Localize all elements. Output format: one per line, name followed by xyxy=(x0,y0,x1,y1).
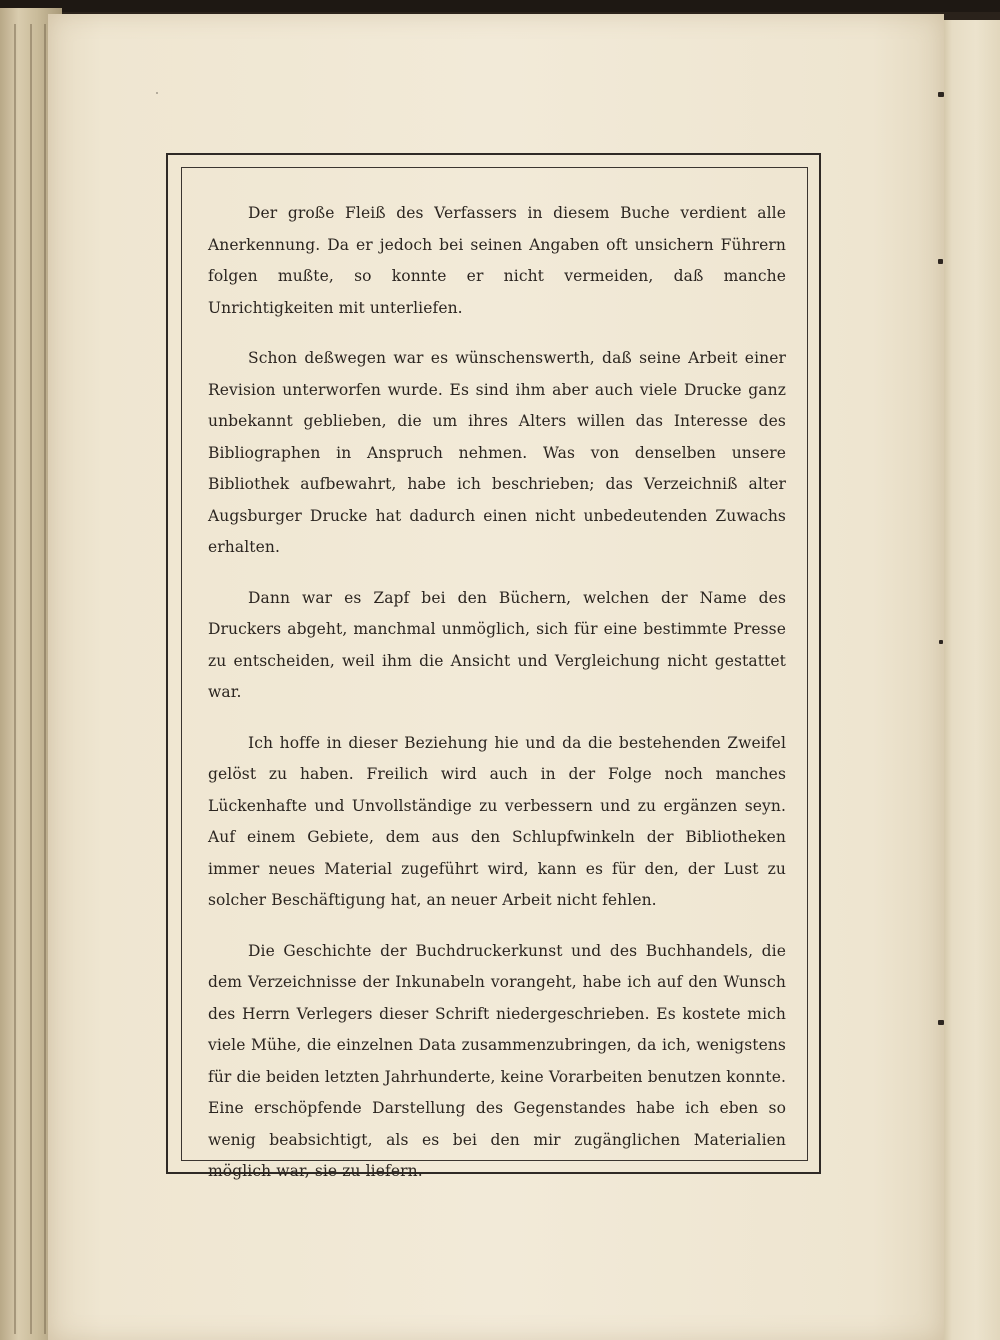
backdrop xyxy=(0,0,1000,12)
paper-speck xyxy=(156,92,158,94)
paragraph: Der große Fleiß des Verfassers in diesem Buche verdient alle Anerkennung. Da er jedoch bei seinen Angaben oft unsichern Führern folgen mußte, so konnte er nicht vermeiden, daß manche Unrichtigkeiten mit unterliefen. xyxy=(208,204,786,317)
paragraph: Ich hoffe in dieser Beziehung hie und da die bestehenden Zweifel gelöst zu haben. Freilich wird auch in der Folge noch manches Lückenhafte und Unvollständige zu verbessern und zu ergänzen seyn. Auf einem Gebiete, dem aus den Schlupfwinkeln der Bibliotheken immer neues Material zugeführt wird, kann es für den, der Lust zu solcher Beschäftigung hat, an neuer Arbeit nicht fehlen. xyxy=(208,733,786,909)
paper-speck xyxy=(938,259,943,264)
paragraph: Die Geschichte der Buchdruckerkunst und des Buchhandels, die dem Verzeichnisse der Inkunabeln vorangeht, habe ich auf den Wunsch des Herrn Verlegers dieser Schrift niedergeschrieben. Es kostete mich viele Mühe, die einzelnen Data zusammenzubringen, da ich, wenigstens für die beiden letzten Jahrhunderte, keine Vorarbeiten benutzen konnte. Eine erschöpfende Darstellung des Gegenstandes habe ich eben so wenig beabsichtigt, als es bei den mir zugänglichen Materialien möglich war, sie zu liefern. xyxy=(208,941,786,1180)
spine-edge-line xyxy=(30,24,32,1334)
paper-speck xyxy=(938,92,944,97)
adjacent-page-edge xyxy=(940,20,1000,1340)
body-text xyxy=(208,198,786,1207)
paragraph: Schon deßwegen war es wünschenswerth, daß seine Arbeit einer Revision unterworfen wurde. Es sind ihm aber auch viele Drucke ganz unbekannt geblieben, die um ihres Alters willen das Interesse des Bibliographen in Anspruch nehmen. Was von denselben unsere Bibliothek aufbewahrt, habe ich beschrieben; das Verzeichniß alter Augsburger Drucke hat dadurch einen nicht unbedeutenden Zuwachs erhalten. xyxy=(208,349,786,556)
spine-edge-line xyxy=(14,24,16,1334)
paper-speck xyxy=(938,1020,944,1025)
paper-speck xyxy=(939,640,943,644)
paragraph: Dann war es Zapf bei den Büchern, welchen der Name des Druckers abgeht, manchmal unmöglich, sich für eine bestimmte Presse zu entscheiden, weil ihm die Ansicht und Vergleichung nicht gestattet war. xyxy=(208,588,786,701)
spine-edge-line xyxy=(44,24,46,1334)
